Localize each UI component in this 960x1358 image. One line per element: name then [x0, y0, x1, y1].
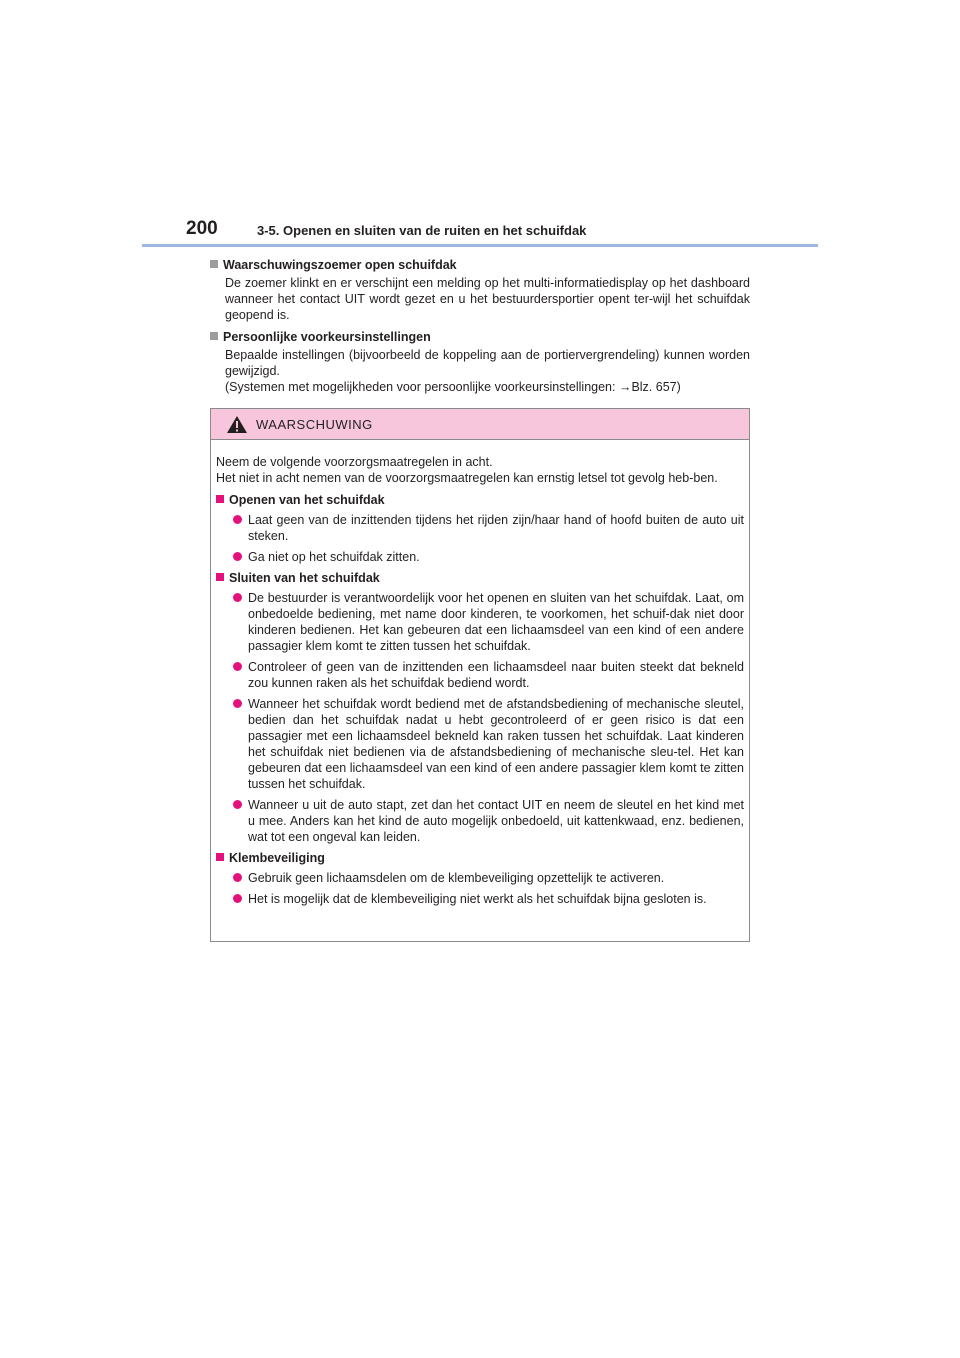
list-item: Ga niet op het schuifdak zitten.	[216, 549, 744, 565]
round-bullet-icon	[233, 662, 242, 671]
round-bullet-icon	[233, 699, 242, 708]
page-number: 200	[186, 218, 218, 239]
square-bullet-icon	[210, 260, 218, 268]
warning-section-heading: Sluiten van het schuifdak	[216, 570, 744, 586]
chapter-title: 3-5. Openen en sluiten van de ruiten en het schuifdak	[257, 223, 587, 238]
warning-header	[211, 409, 749, 440]
list-item: Gebruik geen lichaamsdelen om de klembeveiliging opzettelijk te activeren.	[216, 870, 744, 886]
list-item: Het is mogelijk dat de klembeveiliging niet werkt als het schuifdak bijna gesloten is.	[216, 891, 744, 907]
section-heading: Waarschuwingszoemer open schuifdak	[210, 257, 750, 273]
section-heading: Persoonlijke voorkeursinstellingen	[210, 329, 750, 345]
list-item: Controleer of geen van de inzittenden een lichaamsdeel naar buiten steekt dat bekneld zou kunnen raken als het schuifdak bediend wordt.	[216, 659, 744, 691]
warning-box	[210, 408, 750, 942]
list-item: Wanneer het schuifdak wordt bediend met de afstandsbediening of mechanische sleutel, bedien dan het schuifdak nadat u hebt gecontroleerd of er geen risico is dat een passagier met een lichaamsdeel bekneld kan raken tussen het schuifdak. Laat kinderen het schuifdak niet bedienen via de afstandsbediening of mechanische sleu-tel. Het kan gebeuren dat een lichaamsdeel van een kind of een andere passagier klem komt te zitten tussen het schuifdak.	[216, 696, 744, 792]
list-item: De bestuurder is verantwoordelijk voor het openen en sluiten van het schuifdak. Laat, om onbedoelde bediening, met name door kinderen, te voorkomen, het schuif-dak niet door kinderen bedienen. Het kan gebeuren dat een lichaamsdeel van een kind of een andere passagier klem komt te zitten tussen het schuifdak.	[216, 590, 744, 654]
section-body: De zoemer klinkt en er verschijnt een melding op het multi-informatiedisplay op het dashboard wanneer het contact UIT wordt gezet en u het bestuurdersportier opent ter-wijl het schuifdak geopend is.	[225, 276, 750, 322]
section-buzzer	[210, 257, 750, 323]
round-bullet-icon	[233, 800, 242, 809]
round-bullet-icon	[233, 593, 242, 602]
main-content	[210, 257, 750, 401]
warning-intro: Neem de volgende voorzorgsmaatregelen in acht. Het niet in acht nemen van de voorzorgsmaatregelen kan ernstig letsel tot gevolg heb-ben.	[216, 455, 718, 485]
page-header	[186, 216, 826, 246]
square-bullet-icon	[216, 853, 224, 861]
round-bullet-icon	[233, 552, 242, 561]
square-bullet-icon	[216, 495, 224, 503]
warning-triangle-icon	[226, 415, 248, 434]
warning-section-heading: Klembeveiliging	[216, 850, 744, 866]
section-personal-settings	[210, 329, 750, 395]
list-item: Wanneer u uit de auto stapt, zet dan het contact UIT en neem de sleutel en het kind met u mee. Anders kan het kind de auto mogelijk onbedoeld, uit kattenkwaad, enz. bedienen, wat tot een ongeval kan leiden.	[216, 797, 744, 845]
list-item: Laat geen van de inzittenden tijdens het rijden zijn/haar hand of hoofd buiten de auto uit steken.	[216, 512, 744, 544]
round-bullet-icon	[233, 894, 242, 903]
section-body: Bepaalde instellingen (bijvoorbeeld de koppeling aan de portiervergrendeling) kunnen worden gewijzigd. (Systemen met mogelijkheden voor persoonlijke voorkeursinstellingen: →Blz. 657)	[225, 348, 750, 394]
round-bullet-icon	[233, 873, 242, 882]
square-bullet-icon	[216, 573, 224, 581]
warning-section-heading: Openen van het schuifdak	[216, 492, 744, 508]
round-bullet-icon	[233, 515, 242, 524]
warning-body	[211, 440, 749, 907]
warning-title: WAARSCHUWING	[256, 417, 373, 432]
square-bullet-icon	[210, 332, 218, 340]
header-rule	[142, 244, 818, 247]
